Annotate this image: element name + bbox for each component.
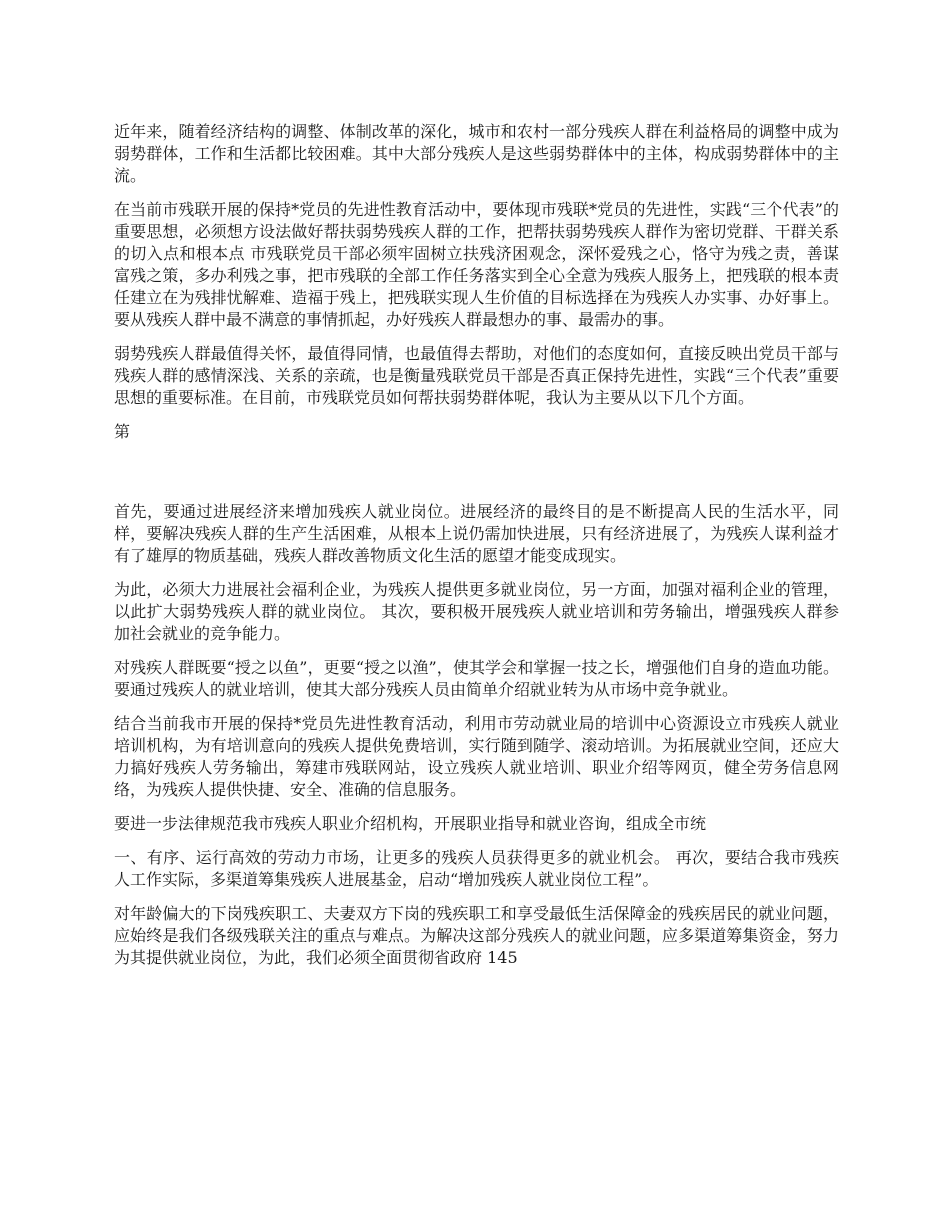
paragraph-laid-off-workers: 对年龄偏大的下岗残疾职工、夫妻双方下岗的残疾职工和享受最低生活保障金的残疾居民的就业问题，应始终是我们各级残联关注的重点与难点。为解决这部分残疾人的就业问题，应多渠道筹集资金，努力为其提供就业岗位，为此，我们必须全面贯彻省政府 145 [114,904,839,967]
paragraph-section-marker: 第 [114,422,131,441]
paragraph-training-institution: 结合当前我市开展的保持*党员先进性教育活动，利用市劳动就业局的培训中心资源设立市残疾人就业培训机构，为有培训意向的残疾人提供免费培训，实行随到随学、滚动培训。为拓展就业空间，还应大力搞好残疾人劳务输出，筹建市残联网站，设立残疾人就业培训、职业介绍等网页，健全劳务信息网络，为残疾人提供快捷、安全、准确的信息服务。 [114,714,839,799]
paragraph-care-standard: 弱势残疾人群最值得关怀，最值得同情，也最值得去帮助，对他们的态度如何，直接反映出党员干部与残疾人群的感情深浅、关系的亲疏，也是衡量残联党员干部是否真正保持先进性，实践“三个代表”重要思想的重要标准。在目前，市残联党员如何帮扶弱势群体呢，我认为主要从以下几个方面。 [114,344,839,407]
paragraph-welfare-enterprise: 为此，必须大力进展社会福利企业，为残疾人提供更多就业岗位，另一方面，加强对福利企业的管理，以此扩大弱势残疾人群的就业岗位。 其次，要积极开展残疾人就业培训和劳务输出，增强残疾人群参加社会就业的竞争能力。 [114,580,839,643]
document-page [114,121,839,969]
paragraph-skills-training: 对残疾人群既要“授之以鱼”，更要“授之以渔”，使其学会和掌握一技之长，增强他们自身的造血功能。要通过残疾人的就业培训，使其大部分残疾人员由简单介绍就业转为从市场中竞争就业。 [114,658,839,699]
paragraph-labor-market: 一、有序、运行高效的劳动力市场，让更多的残疾人员获得更多的就业机会。 再次，要结合我市残疾人工作实际，多渠道筹集残疾人进展基金，启动“增加残疾人就业岗位工程”。 [114,848,839,889]
paragraph-intro: 近年来，随着经济结构的调整、体制改革的深化，城市和农村一部分残疾人群在利益格局的调整中成为弱势群体，工作和生活都比较困难。其中大部分残疾人是这些弱势群体中的主体，构成弱势群体中的主流。 [114,122,839,185]
paragraph-job-agency: 要进一步法律规范我市残疾人职业介绍机构，开展职业指导和就业咨询，组成全市统 [114,814,707,833]
paragraph-economy-jobs: 首先，要通过进展经济来增加残疾人就业岗位。进展经济的最终目的是不断提高人民的生活水平，同样，要解决残疾人群的生产生活困难，从根本上说仍需加快进展，只有经济进展了，为残疾人谋利益才有了雄厚的物质基础，残疾人群改善物质文化生活的愿望才能变成现实。 [114,502,839,565]
paragraph-party-advanced: 在当前市残联开展的保持*党员的先进性教育活动中，要体现市残联*党员的先进性，实践“三个代表”的重要思想，必须想方设法做好帮扶弱势残疾人群的工作，把帮扶弱势残疾人群作为密切党群、干群关系的切入点和根本点 市残联党员干部必须牢固树立扶残济困观念，深怀爱残之心，恪守为残之责，善谋富残之策，多办利残之事，把市残联的全部工作任务落实到全心全意为残疾人服务上，把残联的根本责任建立在为残排忧解难、造福于残上，把残联实现人生价值的目标选择在为残疾人办实事、办好事上。要从残疾人群中最不满意的事情抓起，办好残疾人群最想办的事、最需办的事。 [114,200,839,329]
